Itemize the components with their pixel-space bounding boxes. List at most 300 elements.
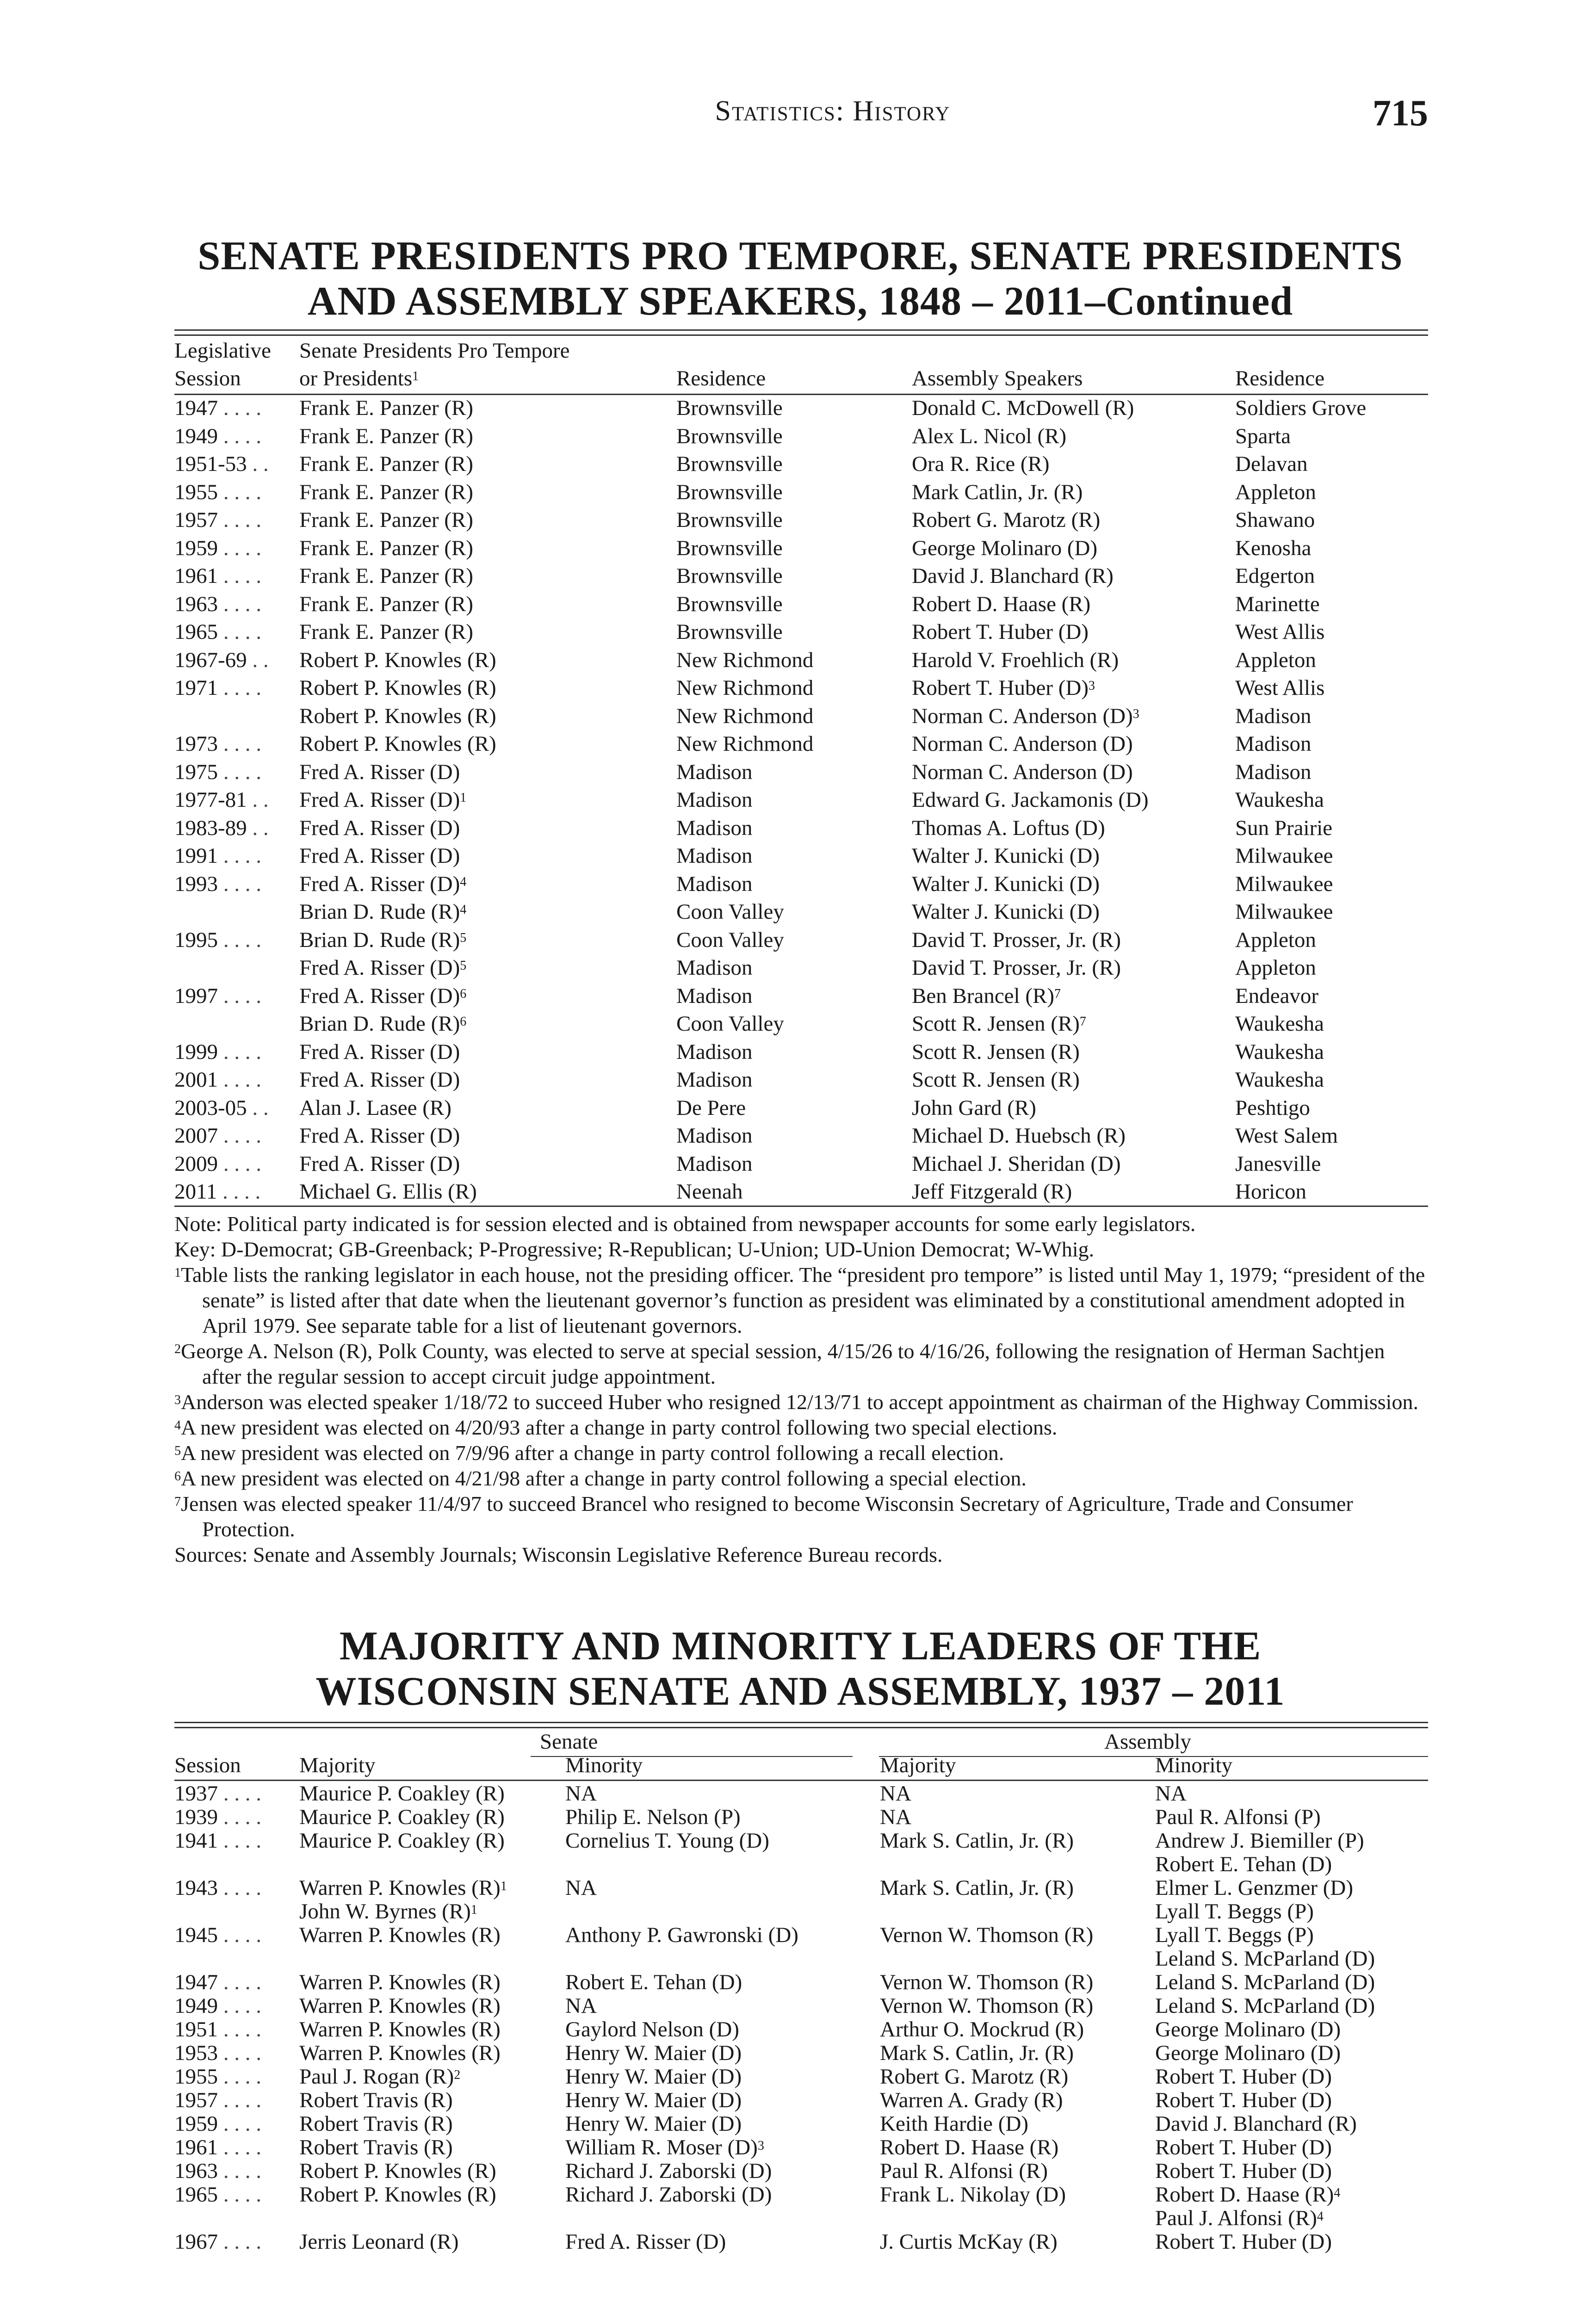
senate-minority-cell xyxy=(565,2230,726,2254)
president-cell xyxy=(299,842,460,870)
footnote-mark: 6 xyxy=(460,986,467,1001)
leader-name: Robert P. Knowles (R) xyxy=(299,2159,496,2183)
table2-title-line2: WISCONSIN SENATE AND ASSEMBLY, 1937 – 2011 xyxy=(315,1669,1285,1714)
session-year: 1977-81 xyxy=(174,788,247,812)
speaker-name: Norman C. Anderson (D) xyxy=(912,704,1133,728)
speaker-residence: Marinette xyxy=(1235,592,1320,616)
table-row xyxy=(174,1066,1428,1094)
leader-dots: . . . . xyxy=(223,1970,261,1994)
leader-name: Richard J. Zaborski (D) xyxy=(565,2159,772,2183)
table-row xyxy=(174,1876,1428,1923)
assembly-majority-name xyxy=(880,1994,1093,2018)
president-name: Frank E. Panzer (R) xyxy=(299,396,473,420)
leader-name: Warren P. Knowles (R) xyxy=(299,2017,501,2041)
table-row xyxy=(174,674,1428,702)
assembly-minority-cell xyxy=(1155,1829,1364,1876)
leader-name: John W. Byrnes (R) xyxy=(299,1899,471,1923)
president-residence: Madison xyxy=(676,956,753,980)
footnote-mark: 5 xyxy=(460,959,467,973)
table-row xyxy=(174,1971,1428,1994)
leader-dots: . . . . xyxy=(223,564,261,588)
session-cell xyxy=(174,1806,261,1829)
leader-name: Arthur O. Mockrud (R) xyxy=(880,2017,1084,2041)
footnote-text: A new president was elected on 4/21/98 after a change in party control following a special election. xyxy=(181,1466,1027,1490)
president-name: Fred A. Risser (D) xyxy=(299,816,460,840)
session-cell xyxy=(174,534,261,562)
footnote-number: 6 xyxy=(174,1469,181,1484)
leader-name: Maurice P. Coakley (R) xyxy=(299,1781,505,1806)
senate-majority-name xyxy=(299,2159,496,2183)
leader-dots: . . . . xyxy=(223,1829,261,1853)
col-header-president-line2 xyxy=(299,365,419,392)
table-row xyxy=(174,926,1428,954)
senate-majority-name xyxy=(299,2065,460,2089)
leader-name: Vernon W. Thomson (R) xyxy=(880,1994,1094,2018)
president-cell xyxy=(299,590,473,618)
president-cell xyxy=(299,646,496,674)
session-year: 1953 xyxy=(174,2041,218,2065)
speaker-residence: Madison xyxy=(1235,704,1311,728)
leader-name: NA xyxy=(565,1994,597,2018)
senate-minority-name xyxy=(565,1994,597,2018)
senate-minority-name xyxy=(565,2230,726,2254)
footnote-mark: 2 xyxy=(454,2068,461,2082)
president-residence: De Pere xyxy=(676,1095,746,1120)
speaker-name: Walter J. Kunicki (D) xyxy=(912,900,1100,924)
speaker-residence: Appleton xyxy=(1235,648,1316,672)
president-name: Michael G. Ellis (R) xyxy=(299,1180,477,1204)
speaker-cell xyxy=(912,758,1133,786)
leader-dots: . . . . xyxy=(223,2230,261,2254)
president-cell xyxy=(299,478,473,506)
assembly-minority-name xyxy=(1155,1853,1364,1876)
senate-minority-name xyxy=(565,2159,772,2183)
table-row xyxy=(174,2159,1428,2183)
president-name: Alan J. Lasee (R) xyxy=(299,1095,452,1120)
leader-dots: . . . . xyxy=(223,424,261,448)
senate-minority-cell xyxy=(565,2089,742,2112)
senate-majority-cell xyxy=(299,1971,501,1994)
leader-dots: . . . . xyxy=(223,480,261,504)
leader-name: George Molinaro (D) xyxy=(1155,2041,1341,2065)
leader-name: Henry W. Maier (D) xyxy=(565,2088,742,2112)
leader-name: Mark S. Catlin, Jr. (R) xyxy=(880,1829,1074,1853)
speaker-name: Walter J. Kunicki (D) xyxy=(912,872,1100,896)
speaker-cell xyxy=(912,534,1097,562)
speaker-name: Michael D. Huebsch (R) xyxy=(912,1124,1126,1148)
session-cell xyxy=(174,562,261,590)
president-residence: Madison xyxy=(676,983,753,1008)
leader-dots: . . . . xyxy=(223,1068,261,1092)
footnote-mark: 4 xyxy=(1317,2209,1324,2224)
senate-minority-cell xyxy=(565,2018,739,2041)
speaker-residence: West Allis xyxy=(1235,676,1325,700)
footnote-mark: 3 xyxy=(1132,706,1139,721)
speaker-cell xyxy=(912,394,1134,422)
session-cell xyxy=(174,2159,261,2183)
table-row xyxy=(174,394,1428,422)
session-year: 1983-89 xyxy=(174,816,247,840)
session-year: 1967 xyxy=(174,2230,218,2254)
session-cell xyxy=(174,1038,261,1066)
table-row xyxy=(174,590,1428,618)
leader-name: Warren P. Knowles (R) xyxy=(299,1994,501,2018)
speaker-residence: Madison xyxy=(1235,732,1311,756)
assembly-minority-name xyxy=(1155,1806,1321,1829)
session-cell xyxy=(174,926,261,954)
leader-dots: . . . . xyxy=(223,983,261,1008)
leader-name: Paul J. Rogan (R) xyxy=(299,2065,454,2089)
footnote-mark: 4 xyxy=(1334,2186,1341,2200)
col-header-assembly-majority: Majority xyxy=(880,1753,956,1777)
senate-minority-cell xyxy=(565,2041,742,2065)
footnote-mark: 7 xyxy=(1079,1014,1086,1029)
table-row xyxy=(174,1994,1428,2018)
president-cell xyxy=(299,954,466,982)
president-name: Brian D. Rude (R) xyxy=(299,1012,460,1036)
assembly-minority-cell xyxy=(1155,2230,1332,2254)
assembly-majority-name xyxy=(880,1806,911,1829)
footnote-text: Note: Political party indicated is for session elected and is obtained from newspaper accounts for some early legislators. xyxy=(174,1212,1196,1236)
session-year: 1937 xyxy=(174,1781,218,1806)
assembly-minority-name xyxy=(1155,2112,1357,2136)
session-cell xyxy=(174,2112,261,2136)
senate-majority-cell xyxy=(299,2230,459,2254)
president-cell xyxy=(299,534,473,562)
leader-name: Leland S. McParland (D) xyxy=(1155,1970,1375,1994)
leader-name: Andrew J. Biemiller (P) xyxy=(1155,1829,1364,1853)
group-header-assembly: Assembly xyxy=(1104,1730,1191,1754)
speaker-name: George Molinaro (D) xyxy=(912,536,1098,560)
senate-minority-name xyxy=(565,1806,741,1829)
leader-name: David J. Blanchard (R) xyxy=(1155,2112,1357,2136)
assembly-minority-name xyxy=(1155,1923,1375,1947)
leader-name: Warren P. Knowles (R) xyxy=(299,1876,501,1900)
footnote xyxy=(174,1338,1428,1389)
leader-name: Robert T. Huber (D) xyxy=(1155,2230,1332,2254)
footnote-text: Anderson was elected speaker 1/18/72 to succeed Huber who resigned 12/13/71 to accept appointment as chairman of the Highway Commission. xyxy=(181,1390,1418,1414)
footnote-text: Jensen was elected speaker 11/4/97 to succeed Brancel who resigned to become Wisconsin Secretary of Agriculture, Trade and Consumer Protection. xyxy=(181,1492,1353,1541)
president-name: Fred A. Risser (D) xyxy=(299,1124,460,1148)
president-residence: Coon Valley xyxy=(676,900,784,924)
speaker-cell xyxy=(912,814,1105,842)
table-row xyxy=(174,898,1428,926)
table2-group-header xyxy=(174,1730,1428,1754)
leader-name: Keith Hardie (D) xyxy=(880,2112,1029,2136)
leader-name: NA xyxy=(565,1781,597,1806)
senate-majority-name xyxy=(299,1900,507,1923)
assembly-group-rule xyxy=(879,1756,1428,1757)
footnote-text: Key: D-Democrat; GB-Greenback; P-Progressive; R-Republican; U-Union; UD-Union Democrat; W-Whig. xyxy=(174,1237,1095,1261)
president-cell xyxy=(299,814,460,842)
table-row xyxy=(174,870,1428,898)
col-header-senate-majority: Majority xyxy=(299,1753,376,1777)
table1-header-rule xyxy=(174,394,1428,395)
session-cell xyxy=(174,618,261,646)
leader-name: Henry W. Maier (D) xyxy=(565,2065,742,2089)
senate-minority-name xyxy=(565,1923,798,1947)
assembly-majority-name xyxy=(880,1782,911,1806)
session-cell xyxy=(174,2041,261,2065)
session-cell xyxy=(174,758,261,786)
speaker-name: David J. Blanchard (R) xyxy=(912,564,1113,588)
session-cell xyxy=(174,842,261,870)
leader-name: George Molinaro (D) xyxy=(1155,2017,1341,2041)
leader-dots: . . xyxy=(252,452,269,476)
speaker-cell xyxy=(912,1150,1121,1178)
assembly-minority-cell xyxy=(1155,1994,1375,2018)
assembly-minority-cell xyxy=(1155,2136,1332,2159)
session-cell xyxy=(174,2230,261,2254)
senate-minority-name xyxy=(565,1876,597,1900)
senate-majority-name xyxy=(299,1782,505,1806)
assembly-majority-cell xyxy=(880,2159,1048,2183)
assembly-minority-name xyxy=(1155,1947,1375,1971)
assembly-majority-name xyxy=(880,2041,1074,2065)
president-name: Frank E. Panzer (R) xyxy=(299,480,473,504)
senate-majority-name xyxy=(299,1923,501,1947)
session-cell xyxy=(174,2136,261,2159)
senate-minority-name xyxy=(565,2018,739,2041)
president-name: Fred A. Risser (D) xyxy=(299,872,460,896)
speaker-residence: Horicon xyxy=(1235,1180,1307,1204)
senate-minority-name xyxy=(565,2089,742,2112)
session-year: 1965 xyxy=(174,620,218,644)
speaker-name: Ora R. Rice (R) xyxy=(912,452,1050,476)
senate-minority-cell xyxy=(565,1971,742,1994)
speaker-residence: Milwaukee xyxy=(1235,872,1333,896)
leader-dots: . . . . xyxy=(223,1923,261,1947)
president-cell xyxy=(299,1150,460,1178)
speaker-name: Walter J. Kunicki (D) xyxy=(912,844,1100,868)
table-row xyxy=(174,1122,1428,1150)
senate-majority-cell xyxy=(299,1806,505,1829)
president-residence: New Richmond xyxy=(676,648,814,672)
senate-minority-cell xyxy=(565,2136,764,2159)
speaker-cell xyxy=(912,1038,1080,1066)
assembly-majority-name xyxy=(880,2112,1028,2136)
table-row xyxy=(174,1806,1428,1829)
senate-majority-cell xyxy=(299,2065,460,2089)
assembly-minority-name xyxy=(1155,2065,1332,2089)
speaker-residence: Waukesha xyxy=(1235,1068,1324,1092)
president-name: Frank E. Panzer (R) xyxy=(299,620,473,644)
leader-dots: . . . . xyxy=(223,592,261,616)
senate-majority-name xyxy=(299,1806,505,1829)
table-row xyxy=(174,730,1428,758)
session-year: 1957 xyxy=(174,2088,218,2112)
leader-dots: . . . . xyxy=(223,620,261,644)
speaker-name: David T. Prosser, Jr. (R) xyxy=(912,928,1121,952)
president-residence: Brownsville xyxy=(676,564,783,588)
speaker-cell xyxy=(912,870,1100,898)
leader-dots: . . . . xyxy=(223,2112,261,2136)
leader-name: Lyall T. Beggs (P) xyxy=(1155,1923,1314,1947)
senate-minority-cell xyxy=(565,1806,741,1829)
footnote-mark: 3 xyxy=(1089,679,1095,693)
leader-name: Robert D. Haase (R) xyxy=(1155,2183,1334,2207)
session-year: 2009 xyxy=(174,1151,218,1176)
speaker-cell xyxy=(912,1122,1126,1150)
president-cell xyxy=(299,870,466,898)
speaker-cell xyxy=(912,954,1121,982)
leader-dots: . . . . xyxy=(223,2183,261,2207)
footnote-number: 5 xyxy=(174,1444,181,1458)
assembly-minority-cell xyxy=(1155,1923,1375,1971)
president-name: Frank E. Panzer (R) xyxy=(299,452,473,476)
senate-majority-name xyxy=(299,1971,501,1994)
assembly-majority-cell xyxy=(880,2230,1058,2254)
speaker-name: Jeff Fitzgerald (R) xyxy=(912,1180,1072,1204)
senate-majority-cell xyxy=(299,2183,496,2207)
senate-group-rule xyxy=(531,1756,853,1757)
session-year: 1955 xyxy=(174,2065,218,2089)
speaker-name: Thomas A. Loftus (D) xyxy=(912,816,1105,840)
session-year: 1939 xyxy=(174,1805,218,1829)
session-year: 1941 xyxy=(174,1829,218,1853)
senate-majority-cell xyxy=(299,1782,505,1806)
speaker-residence: Waukesha xyxy=(1235,788,1324,812)
assembly-majority-name xyxy=(880,2159,1048,2183)
leader-name: Frank L. Nikolay (D) xyxy=(880,2183,1066,2207)
leader-dots: . . . . xyxy=(223,1805,261,1829)
president-residence: Coon Valley xyxy=(676,1012,784,1036)
footnote-mark: 1 xyxy=(470,1903,477,1917)
speaker-cell xyxy=(912,1178,1072,1206)
assembly-majority-cell xyxy=(880,1971,1093,1994)
president-residence: Brownsville xyxy=(676,536,783,560)
president-cell xyxy=(299,982,466,1010)
footnote xyxy=(174,1415,1428,1440)
leader-name: Cornelius T. Young (D) xyxy=(565,1829,769,1853)
assembly-minority-name xyxy=(1155,1994,1375,2018)
session-year: 1973 xyxy=(174,732,218,756)
leader-name: NA xyxy=(1155,1781,1187,1806)
senate-minority-name xyxy=(565,2183,772,2207)
session-cell xyxy=(174,422,261,450)
session-year: 1963 xyxy=(174,592,218,616)
session-year: 1975 xyxy=(174,760,218,784)
speaker-cell xyxy=(912,590,1090,618)
assembly-majority-name xyxy=(880,2065,1068,2089)
leader-name: Warren P. Knowles (R) xyxy=(299,1923,501,1947)
speaker-cell xyxy=(912,478,1083,506)
session-cell xyxy=(174,506,261,534)
senate-minority-cell xyxy=(565,1782,597,1806)
page-number: 715 xyxy=(1373,93,1428,134)
assembly-minority-name xyxy=(1155,2018,1341,2041)
table-row xyxy=(174,618,1428,646)
speaker-name: David T. Prosser, Jr. (R) xyxy=(912,956,1121,980)
senate-majority-cell xyxy=(299,2159,496,2183)
session-year: 1949 xyxy=(174,424,218,448)
table-row xyxy=(174,506,1428,534)
session-cell xyxy=(174,982,261,1010)
leader-name: Leland S. McParland (D) xyxy=(1155,1947,1375,1971)
footnote xyxy=(174,1466,1428,1491)
senate-majority-cell xyxy=(299,1829,505,1853)
speaker-residence: Madison xyxy=(1235,760,1311,784)
leader-dots: . . xyxy=(252,788,269,812)
footnote xyxy=(174,1440,1428,1466)
leader-name: Warren P. Knowles (R) xyxy=(299,2041,501,2065)
assembly-majority-name xyxy=(880,1876,1074,1900)
table-row xyxy=(174,2136,1428,2159)
assembly-minority-cell xyxy=(1155,2112,1357,2136)
assembly-majority-cell xyxy=(880,2041,1074,2065)
president-residence: New Richmond xyxy=(676,704,814,728)
speaker-residence: Appleton xyxy=(1235,480,1316,504)
assembly-majority-name xyxy=(880,2230,1058,2254)
speaker-cell xyxy=(912,786,1149,814)
president-cell xyxy=(299,562,473,590)
col-header-senate-minority: Minority xyxy=(565,1753,643,1777)
session-year: 1971 xyxy=(174,676,218,700)
leader-dots: . . . . xyxy=(223,2065,261,2089)
president-cell xyxy=(299,758,460,786)
president-residence: Madison xyxy=(676,1068,753,1092)
president-cell xyxy=(299,506,473,534)
session-year: 1993 xyxy=(174,872,218,896)
leader-name: Robert P. Knowles (R) xyxy=(299,2183,496,2207)
president-residence: Brownsville xyxy=(676,592,783,616)
table-row xyxy=(174,562,1428,590)
leader-dots: . . . . xyxy=(223,396,261,420)
assembly-minority-name xyxy=(1155,1829,1364,1853)
col-header-residence: Residence xyxy=(676,366,766,390)
speaker-residence: Endeavor xyxy=(1235,983,1319,1008)
president-name: Fred A. Risser (D) xyxy=(299,1039,460,1064)
session-cell xyxy=(174,1150,261,1178)
speaker-cell xyxy=(912,982,1061,1010)
speaker-name: Scott R. Jensen (R) xyxy=(912,1012,1080,1036)
leader-name: Leland S. McParland (D) xyxy=(1155,1994,1375,2018)
speaker-name: Edward G. Jackamonis (D) xyxy=(912,788,1149,812)
leader-dots: . . . . xyxy=(223,1151,261,1176)
table-row xyxy=(174,2183,1428,2230)
session-year: 1947 xyxy=(174,396,218,420)
leader-name: Robert Travis (R) xyxy=(299,2088,453,2112)
session-cell xyxy=(174,2183,261,2207)
session-cell xyxy=(174,1971,261,1994)
leader-name: Paul R. Alfonsi (P) xyxy=(1155,1805,1321,1829)
speaker-cell xyxy=(912,898,1100,926)
senate-majority-name xyxy=(299,2041,501,2065)
table-row xyxy=(174,1038,1428,1066)
senate-minority-cell xyxy=(565,1876,597,1900)
footnote-mark: 4 xyxy=(460,874,467,889)
leader-dots: . . xyxy=(252,1095,269,1120)
session-year: 2011 xyxy=(174,1180,217,1204)
footnote-number: 3 xyxy=(174,1393,181,1407)
leader-name: Robert E. Tehan (D) xyxy=(1155,1852,1332,1876)
speaker-residence: West Allis xyxy=(1235,620,1325,644)
leader-name: Anthony P. Gawronski (D) xyxy=(565,1923,798,1947)
speaker-name: Harold V. Froehlich (R) xyxy=(912,648,1119,672)
speaker-name: John Gard (R) xyxy=(912,1095,1036,1120)
president-residence: Madison xyxy=(676,844,753,868)
president-name: Frank E. Panzer (R) xyxy=(299,424,473,448)
footnote xyxy=(174,1211,1428,1237)
speaker-residence: Delavan xyxy=(1235,452,1308,476)
leader-dots: . . . . xyxy=(223,2017,261,2041)
footnote-text: A new president was elected on 7/9/96 after a change in party control following a recall election. xyxy=(181,1441,1004,1465)
leader-name: Gaylord Nelson (D) xyxy=(565,2017,739,2041)
session-year: 1967-69 xyxy=(174,648,247,672)
president-residence: Madison xyxy=(676,1124,753,1148)
speaker-residence: Waukesha xyxy=(1235,1039,1324,1064)
assembly-minority-cell xyxy=(1155,1971,1375,1994)
